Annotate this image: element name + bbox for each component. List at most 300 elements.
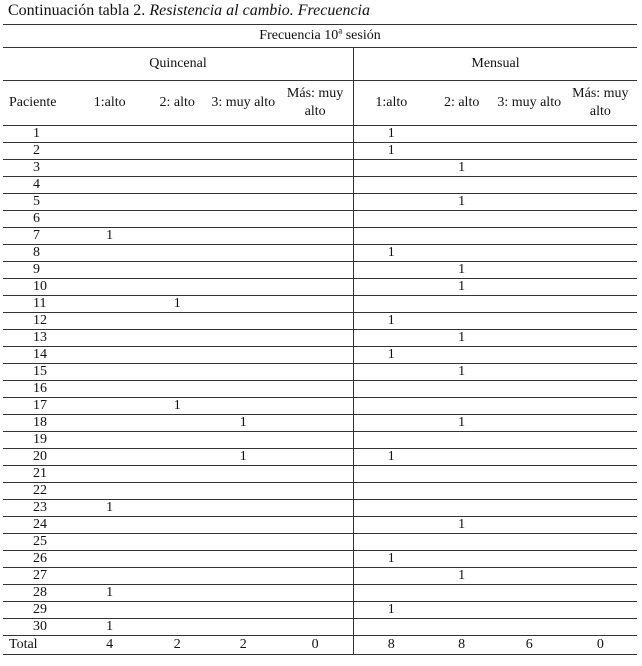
- frequency-cell: [353, 381, 428, 398]
- table-row: [3, 364, 637, 381]
- table-caption: [8, 2, 370, 20]
- table-row: [3, 228, 637, 245]
- frequency-cell: [145, 364, 209, 381]
- frequency-cell: [429, 500, 495, 517]
- frequency-cell: [145, 483, 209, 500]
- frequency-cell: 1: [209, 415, 277, 432]
- frequency-cell: [429, 585, 495, 602]
- frequency-cell: 1: [429, 194, 495, 211]
- frequency-cell: 1: [353, 602, 428, 619]
- frequency-cell: [564, 602, 637, 619]
- frequency-cell: [429, 602, 495, 619]
- patient-number: 6: [3, 211, 74, 228]
- frequency-cell: [145, 585, 209, 602]
- patient-number: 1: [3, 126, 74, 143]
- frequency-cell: [74, 211, 145, 228]
- frequency-cell: [353, 364, 428, 381]
- frequency-cell: [353, 568, 428, 585]
- frequency-cell: [564, 517, 637, 534]
- column-header-row: [3, 81, 637, 126]
- frequency-cell: [495, 415, 564, 432]
- frequency-cell: [145, 313, 209, 330]
- frequency-cell: 1: [429, 568, 495, 585]
- col-header: Más: muy alto: [277, 81, 353, 126]
- total-cell: 8: [353, 636, 428, 655]
- frequency-cell: [353, 466, 428, 483]
- frequency-cell: [564, 347, 637, 364]
- frequency-cell: [145, 126, 209, 143]
- frequency-cell: [74, 602, 145, 619]
- frequency-cell: [495, 381, 564, 398]
- patient-number: 21: [3, 466, 74, 483]
- frequency-cell: [145, 534, 209, 551]
- frequency-cell: [495, 330, 564, 347]
- frequency-cell: [209, 143, 277, 160]
- frequency-cell: [209, 585, 277, 602]
- frequency-cell: [145, 279, 209, 296]
- frequency-cell: [429, 313, 495, 330]
- frequency-cell: [145, 415, 209, 432]
- frequency-cell: [145, 160, 209, 177]
- frequency-cell: [495, 347, 564, 364]
- table-row: [3, 194, 637, 211]
- frequency-cell: [495, 585, 564, 602]
- frequency-cell: [145, 211, 209, 228]
- table-row: [3, 177, 637, 194]
- frequency-cell: 1: [353, 126, 428, 143]
- frequency-cell: [74, 296, 145, 313]
- frequency-cell: [495, 228, 564, 245]
- total-row: [3, 636, 637, 655]
- col-header: 3: muy alto: [495, 81, 564, 126]
- frequency-table: [3, 24, 637, 655]
- table-row: [3, 126, 637, 143]
- frequency-cell: [353, 534, 428, 551]
- frequency-cell: [209, 381, 277, 398]
- frequency-cell: [495, 568, 564, 585]
- frequency-cell: [209, 534, 277, 551]
- frequency-cell: [277, 534, 353, 551]
- frequency-cell: [564, 160, 637, 177]
- table-row: [3, 585, 637, 602]
- frequency-cell: [74, 398, 145, 415]
- frequency-cell: [74, 517, 145, 534]
- total-cell: 8: [429, 636, 495, 655]
- frequency-cell: [564, 245, 637, 262]
- frequency-cell: [564, 194, 637, 211]
- total-cell: 0: [277, 636, 353, 655]
- total-cell: 0: [564, 636, 637, 655]
- frequency-cell: [564, 398, 637, 415]
- frequency-cell: [209, 551, 277, 568]
- patient-number: 12: [3, 313, 74, 330]
- top-header-row: [3, 25, 637, 48]
- frequency-cell: [564, 415, 637, 432]
- patient-number: 20: [3, 449, 74, 466]
- patient-number: 29: [3, 602, 74, 619]
- frequency-cell: [74, 194, 145, 211]
- col-header: 1:alto: [74, 81, 145, 126]
- table-row: [3, 517, 637, 534]
- patient-number: 10: [3, 279, 74, 296]
- frequency-cell: 1: [353, 313, 428, 330]
- frequency-cell: 1: [74, 228, 145, 245]
- frequency-cell: [353, 619, 428, 636]
- frequency-cell: [353, 432, 428, 449]
- frequency-cell: 1: [429, 262, 495, 279]
- frequency-cell: [495, 551, 564, 568]
- frequency-cell: 1: [429, 330, 495, 347]
- frequency-cell: 1: [429, 160, 495, 177]
- frequency-cell: [429, 534, 495, 551]
- table-row: [3, 619, 637, 636]
- frequency-cell: [209, 262, 277, 279]
- frequency-cell: [429, 449, 495, 466]
- patient-number: 15: [3, 364, 74, 381]
- patient-number: 5: [3, 194, 74, 211]
- frequency-cell: 1: [145, 398, 209, 415]
- frequency-cell: [353, 517, 428, 534]
- frequency-cell: [495, 279, 564, 296]
- frequency-cell: [564, 279, 637, 296]
- frequency-cell: [429, 432, 495, 449]
- frequency-cell: [353, 500, 428, 517]
- frequency-cell: [277, 177, 353, 194]
- frequency-cell: 1: [429, 415, 495, 432]
- table-row: [3, 262, 637, 279]
- table-row: [3, 415, 637, 432]
- frequency-cell: [495, 534, 564, 551]
- frequency-cell: [277, 279, 353, 296]
- patient-number: 24: [3, 517, 74, 534]
- frequency-cell: [564, 449, 637, 466]
- frequency-cell: [277, 262, 353, 279]
- table-row: [3, 466, 637, 483]
- frequency-cell: [353, 585, 428, 602]
- frequency-cell: [564, 432, 637, 449]
- patient-number: 23: [3, 500, 74, 517]
- frequency-cell: [353, 415, 428, 432]
- frequency-cell: [277, 381, 353, 398]
- frequency-cell: [277, 568, 353, 585]
- frequency-cell: 1: [353, 449, 428, 466]
- frequency-cell: [353, 160, 428, 177]
- frequency-cell: [277, 551, 353, 568]
- frequency-cell: [495, 602, 564, 619]
- frequency-cell: [209, 313, 277, 330]
- patient-number: 25: [3, 534, 74, 551]
- frequency-cell: [429, 296, 495, 313]
- frequency-cell: [209, 330, 277, 347]
- patient-number: 18: [3, 415, 74, 432]
- frequency-cell: [74, 568, 145, 585]
- frequency-cell: [74, 483, 145, 500]
- table-row: [3, 500, 637, 517]
- frequency-cell: [495, 466, 564, 483]
- frequency-cell: [74, 177, 145, 194]
- frequency-cell: [495, 160, 564, 177]
- frequency-cell: [74, 330, 145, 347]
- frequency-cell: [495, 449, 564, 466]
- frequency-cell: [74, 347, 145, 364]
- frequency-cell: [277, 160, 353, 177]
- frequency-cell: [564, 534, 637, 551]
- frequency-cell: [429, 551, 495, 568]
- frequency-cell: [145, 432, 209, 449]
- frequency-cell: 1: [145, 296, 209, 313]
- frequency-cell: 1: [429, 364, 495, 381]
- patient-number: 2: [3, 143, 74, 160]
- frequency-cell: [564, 500, 637, 517]
- frequency-cell: [495, 126, 564, 143]
- frequency-cell: [429, 211, 495, 228]
- frequency-cell: [74, 415, 145, 432]
- frequency-cell: [495, 619, 564, 636]
- frequency-cell: [277, 466, 353, 483]
- frequency-cell: 1: [209, 449, 277, 466]
- frequency-cell: [353, 211, 428, 228]
- frequency-cell: [429, 245, 495, 262]
- frequency-cell: [145, 500, 209, 517]
- frequency-cell: [145, 143, 209, 160]
- frequency-cell: [209, 619, 277, 636]
- total-cell: 2: [145, 636, 209, 655]
- frequency-cell: [277, 347, 353, 364]
- frequency-cell: [277, 517, 353, 534]
- frequency-cell: [209, 347, 277, 364]
- frequency-cell: [145, 245, 209, 262]
- frequency-cell: [277, 602, 353, 619]
- frequency-cell: [74, 432, 145, 449]
- frequency-cell: [495, 398, 564, 415]
- frequency-cell: [277, 415, 353, 432]
- col-header: 3: muy alto: [209, 81, 277, 126]
- frequency-cell: [495, 296, 564, 313]
- frequency-cell: [353, 279, 428, 296]
- patient-number: 30: [3, 619, 74, 636]
- frequency-cell: [277, 483, 353, 500]
- patient-number: 13: [3, 330, 74, 347]
- frequency-cell: [564, 177, 637, 194]
- frequency-cell: [429, 398, 495, 415]
- frequency-cell: [209, 296, 277, 313]
- frequency-cell: [209, 126, 277, 143]
- frequency-cell: [564, 228, 637, 245]
- patient-number: 11: [3, 296, 74, 313]
- frequency-cell: [564, 126, 637, 143]
- total-cell: 4: [74, 636, 145, 655]
- frequency-cell: [277, 194, 353, 211]
- frequency-cell: [353, 228, 428, 245]
- frequency-cell: [564, 568, 637, 585]
- frequency-cell: [145, 449, 209, 466]
- frequency-cell: [495, 143, 564, 160]
- frequency-cell: [564, 466, 637, 483]
- frequency-cell: [145, 194, 209, 211]
- patient-number: 4: [3, 177, 74, 194]
- frequency-cell: [277, 585, 353, 602]
- frequency-cell: 1: [353, 347, 428, 364]
- patient-number: 19: [3, 432, 74, 449]
- frequency-cell: 1: [429, 517, 495, 534]
- frequency-cell: [353, 398, 428, 415]
- total-cell: 6: [495, 636, 564, 655]
- frequency-cell: [564, 262, 637, 279]
- frequency-cell: [429, 177, 495, 194]
- frequency-cell: [145, 177, 209, 194]
- col-header: 1:alto: [353, 81, 428, 126]
- frequency-cell: [209, 194, 277, 211]
- frequency-cell: [564, 619, 637, 636]
- frequency-cell: [353, 177, 428, 194]
- frequency-cell: [209, 228, 277, 245]
- frequency-cell: [277, 364, 353, 381]
- table-row: [3, 279, 637, 296]
- frequency-cell: [74, 245, 145, 262]
- group-mensual: Mensual: [353, 48, 637, 81]
- frequency-cell: [353, 262, 428, 279]
- frequency-cell: [74, 262, 145, 279]
- frequency-cell: [209, 160, 277, 177]
- table-row: [3, 449, 637, 466]
- col-header: 2: alto: [429, 81, 495, 126]
- frequency-cell: [277, 449, 353, 466]
- total-label: Total: [3, 636, 74, 655]
- frequency-cell: [564, 296, 637, 313]
- table-row: [3, 534, 637, 551]
- frequency-cell: [209, 568, 277, 585]
- frequency-cell: [564, 551, 637, 568]
- frequency-cell: [353, 296, 428, 313]
- frequency-cell: [74, 160, 145, 177]
- frequency-cell: [145, 619, 209, 636]
- frequency-cell: 1: [353, 551, 428, 568]
- frequency-cell: [209, 177, 277, 194]
- frequency-cell: [74, 364, 145, 381]
- data-rows: [3, 126, 637, 636]
- table-row: [3, 211, 637, 228]
- col-header: 2: alto: [145, 81, 209, 126]
- frequency-cell: [277, 211, 353, 228]
- patient-number: 26: [3, 551, 74, 568]
- frequency-cell: [209, 279, 277, 296]
- frequency-cell: [277, 330, 353, 347]
- frequency-cell: [564, 381, 637, 398]
- frequency-cell: [564, 483, 637, 500]
- table-row: [3, 381, 637, 398]
- caption-prefix: Continuación tabla 2.: [8, 2, 150, 19]
- frequency-cell: [564, 211, 637, 228]
- frequency-cell: [564, 330, 637, 347]
- frequency-cell: [209, 245, 277, 262]
- frequency-cell: [495, 500, 564, 517]
- frequency-cell: [277, 619, 353, 636]
- frequency-cell: [74, 466, 145, 483]
- frequency-cell: [209, 211, 277, 228]
- table-row: [3, 143, 637, 160]
- frequency-cell: [145, 262, 209, 279]
- col-header-paciente: Paciente: [3, 81, 74, 126]
- frequency-cell: [429, 466, 495, 483]
- frequency-cell: [495, 517, 564, 534]
- frequency-cell: [209, 483, 277, 500]
- table-row: [3, 568, 637, 585]
- table-row: [3, 245, 637, 262]
- table-row: [3, 551, 637, 568]
- frequency-cell: [277, 126, 353, 143]
- frequency-cell: [74, 313, 145, 330]
- frequency-cell: 1: [353, 143, 428, 160]
- table-row: [3, 313, 637, 330]
- table-row: [3, 483, 637, 500]
- frequency-cell: [495, 177, 564, 194]
- frequency-cell: [429, 143, 495, 160]
- frequency-cell: [564, 143, 637, 160]
- frequency-cell: [429, 619, 495, 636]
- frequency-cell: [277, 398, 353, 415]
- frequency-cell: [429, 126, 495, 143]
- frequency-cell: [429, 381, 495, 398]
- frequency-cell: [74, 126, 145, 143]
- patient-number: 16: [3, 381, 74, 398]
- frequency-cell: [277, 296, 353, 313]
- frequency-cell: [209, 517, 277, 534]
- frequency-cell: [145, 381, 209, 398]
- top-header-cell: Frecuencia 10$^a$ sesión: [3, 25, 637, 48]
- patient-number: 22: [3, 483, 74, 500]
- group-header-row: [3, 48, 637, 81]
- frequency-cell: [564, 585, 637, 602]
- frequency-cell: [145, 347, 209, 364]
- table-row: [3, 432, 637, 449]
- caption-title: Resistencia al cambio. Frecuencia: [149, 2, 370, 19]
- patient-number: 28: [3, 585, 74, 602]
- frequency-cell: [277, 500, 353, 517]
- patient-number: 7: [3, 228, 74, 245]
- frequency-cell: [277, 245, 353, 262]
- frequency-cell: [145, 602, 209, 619]
- frequency-cell: [277, 228, 353, 245]
- frequency-cell: [353, 483, 428, 500]
- frequency-cell: 1: [429, 279, 495, 296]
- col-header: Más: muy alto: [564, 81, 637, 126]
- frequency-cell: [277, 313, 353, 330]
- frequency-cell: [353, 330, 428, 347]
- frequency-cell: [209, 364, 277, 381]
- frequency-cell: [429, 347, 495, 364]
- total-cell: 2: [209, 636, 277, 655]
- frequency-cell: [277, 143, 353, 160]
- frequency-cell: [564, 313, 637, 330]
- patient-number: 3: [3, 160, 74, 177]
- frequency-cell: [209, 602, 277, 619]
- table-row: [3, 296, 637, 313]
- frequency-cell: [495, 211, 564, 228]
- frequency-cell: [74, 449, 145, 466]
- frequency-cell: [209, 432, 277, 449]
- frequency-cell: [277, 432, 353, 449]
- frequency-cell: [74, 279, 145, 296]
- frequency-cell: [209, 500, 277, 517]
- group-quincenal: Quincenal: [3, 48, 353, 81]
- patient-number: 27: [3, 568, 74, 585]
- frequency-cell: [74, 381, 145, 398]
- frequency-cell: [145, 466, 209, 483]
- patient-number: 8: [3, 245, 74, 262]
- frequency-cell: [495, 432, 564, 449]
- patient-number: 17: [3, 398, 74, 415]
- table-row: [3, 330, 637, 347]
